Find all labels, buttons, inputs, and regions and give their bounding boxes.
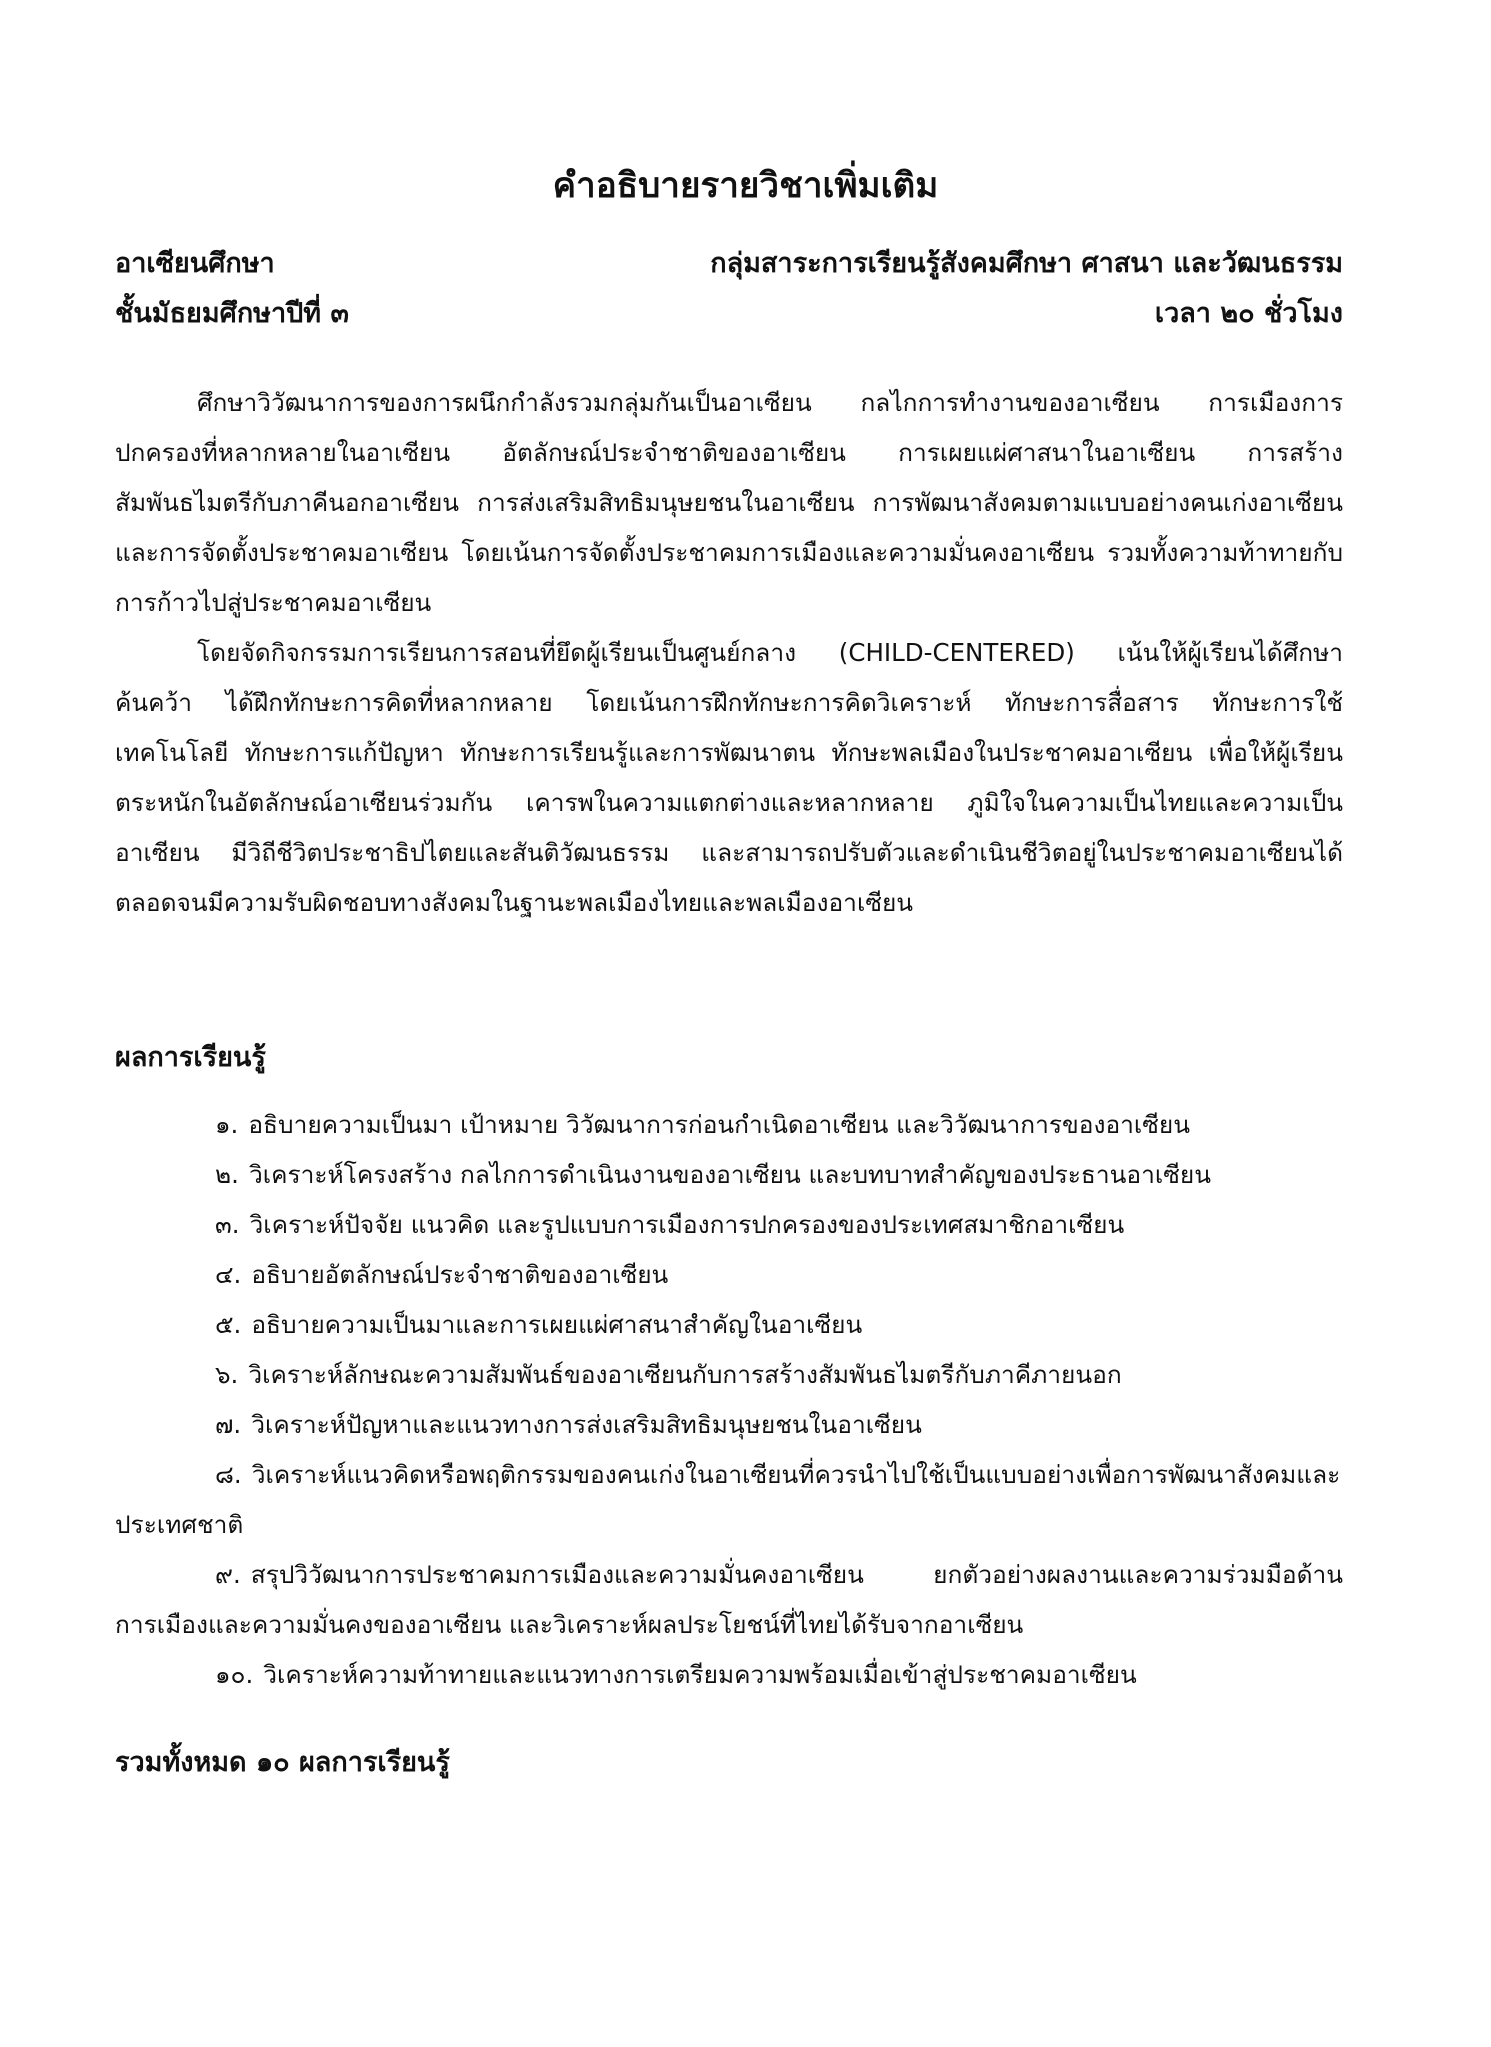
grade-info-row <box>115 291 1343 334</box>
learning-outcome-item <box>115 1350 1343 1400</box>
outcomes-heading: ผลการเรียนรู้ <box>115 1042 266 1073</box>
document-title: คำอธิบายรายวิชาเพิ่มเติม <box>552 166 939 206</box>
learning-outcome-item <box>115 1450 1343 1550</box>
outcome-text: อธิบายความเป็นมาและการเผยแผ่ศาสนาสำคัญในอาเซียน <box>251 1310 863 1339</box>
learning-outcome-item <box>115 1200 1343 1250</box>
outcome-text: สรุปวิวัฒนาการประชาคมการเมืองและความมั่นคงอาเซียน ยกตัวอย่างผลงานและความร่วมมือด้านการเมืองและความมั่นคงของอาเซียน และวิเคราะห์ผลประโยชน์ที่ไทยได้รับจากอาเซียน <box>115 1560 1343 1639</box>
description-paragraph: ศึกษาวิวัฒนาการของการผนึกกำลังรวมกลุ่มกันเป็นอาเซียน กลไกการทำงานของอาเซียน การเมืองการปกครองที่หลากหลายในอาเซียน อัตลักษณ์ประจำชาติของอาเซียน การเผยแผ่ศาสนาในอาเซียน การสร้างสัมพันธไมตรีกับภาคีนอกอาเซียน การส่งเสริมสิทธิมนุษยชนในอาเซียน การพัฒนาสังคมตามแบบอย่างคนเก่งอาเซียน และการจัดตั้งประชาคมอาเซียน โดยเน้นการจัดตั้งประชาคมการเมืองและความมั่นคงอาเซียน รวมทั้งความท้าทายกับการก้าวไปสู่ประชาคมอาเซียน <box>115 388 1343 617</box>
subject-group: กลุ่มสาระการเรียนรู้สังคมศึกษา ศาสนา และวัฒนธรรม <box>710 248 1343 279</box>
outcome-text: วิเคราะห์แนวคิดหรือพฤติกรรมของคนเก่งในอาเซียนที่ควรนำไปใช้เป็นแบบอย่างเพื่อการพัฒนาสังคมและประเทศชาติ <box>115 1460 1341 1539</box>
outcome-text: วิเคราะห์ปัญหาและแนวทางการส่งเสริมสิทธิมนุษยชนในอาเซียน <box>251 1410 922 1439</box>
description-paragraph: โดยจัดกิจกรรมการเรียนการสอนที่ยึดผู้เรียนเป็นศูนย์กลาง (CHILD-CENTERED) เน้นให้ผู้เรียนได้ศึกษา ค้นคว้า ได้ฝึกทักษะการคิดที่หลากหลาย โดยเน้นการฝึกทักษะการคิดวิเคราะห์ ทักษะการสื่อสาร ทักษะการใช้เทคโนโลยี ทักษะการแก้ปัญหา ทักษะการเรียนรู้และการพัฒนาตน ทักษะพลเมืองในประชาคมอาเซียน เพื่อให้ผู้เรียนตระหนักในอัตลักษณ์อาเซียนร่วมกัน เคารพในความแตกต่างและหลากหลาย ภูมิใจในความเป็นไทยและความเป็นอาเซียน มีวิถีชีวิตประชาธิปไตยและสันติวัฒนธรรม และสามารถปรับตัวและดำเนินชีวิตอยู่ในประชาคมอาเซียนได้ ตลอดจนมีความรับผิดชอบทางสังคมในฐานะพลเมืองไทยและพลเมืองอาเซียน <box>115 638 1343 917</box>
outcome-number: ๙. <box>215 1560 241 1589</box>
outcome-text: วิเคราะห์ความท้าทายและแนวทางการเตรียมความพร้อมเมื่อเข้าสู่ประชาคมอาเซียน <box>263 1660 1137 1689</box>
outcomes-total: รวมทั้งหมด ๑๐ ผลการเรียนรู้ <box>115 1747 450 1778</box>
outcome-text: วิเคราะห์โครงสร้าง กลไกการดำเนินงานของอาเซียน และบทบาทสำคัญของประธานอาเซียน <box>248 1160 1211 1189</box>
course-info-row <box>115 241 1343 284</box>
learning-outcome-item <box>115 1150 1343 1200</box>
learning-outcome-item <box>115 1300 1343 1350</box>
learning-outcome-item <box>115 1100 1343 1150</box>
outcome-number: ๕. <box>215 1310 242 1339</box>
outcome-number: ๒. <box>215 1160 239 1189</box>
outcome-text: วิเคราะห์ปัจจัย แนวคิด และรูปแบบการเมืองการปกครองของประเทศสมาชิกอาเซียน <box>249 1210 1125 1239</box>
learning-outcome-item <box>115 1550 1343 1650</box>
outcome-number: ๘. <box>215 1460 242 1489</box>
outcome-number: ๑๐. <box>215 1660 254 1689</box>
learning-outcome-item <box>115 1650 1343 1700</box>
outcome-number: ๔. <box>215 1260 242 1289</box>
learning-outcome-item <box>115 1250 1343 1300</box>
outcome-text: อธิบายความเป็นมา เป้าหมาย วิวัฒนาการก่อนกำเนิดอาเซียน และวิวัฒนาการของอาเซียน <box>248 1110 1191 1139</box>
outcome-number: ๖. <box>215 1360 239 1389</box>
course-description <box>115 378 1343 928</box>
outcome-number: ๗. <box>215 1410 242 1439</box>
outcome-number: ๓. <box>215 1210 240 1239</box>
outcome-text: อธิบายอัตลักษณ์ประจำชาติของอาเซียน <box>251 1260 669 1289</box>
course-hours: เวลา ๒๐ ชั่วโมง <box>1154 298 1343 329</box>
outcome-text: วิเคราะห์ลักษณะความสัมพันธ์ของอาเซียนกับการสร้างสัมพันธไมตรีกับภาคีภายนอก <box>248 1360 1122 1389</box>
outcome-number: ๑. <box>215 1110 239 1139</box>
learning-outcomes-list <box>115 1100 1343 1700</box>
learning-outcome-item <box>115 1400 1343 1450</box>
course-name: อาเซียนศึกษา <box>115 248 275 279</box>
grade-level: ชั้นมัธยมศึกษาปีที่ ๓ <box>115 298 349 329</box>
